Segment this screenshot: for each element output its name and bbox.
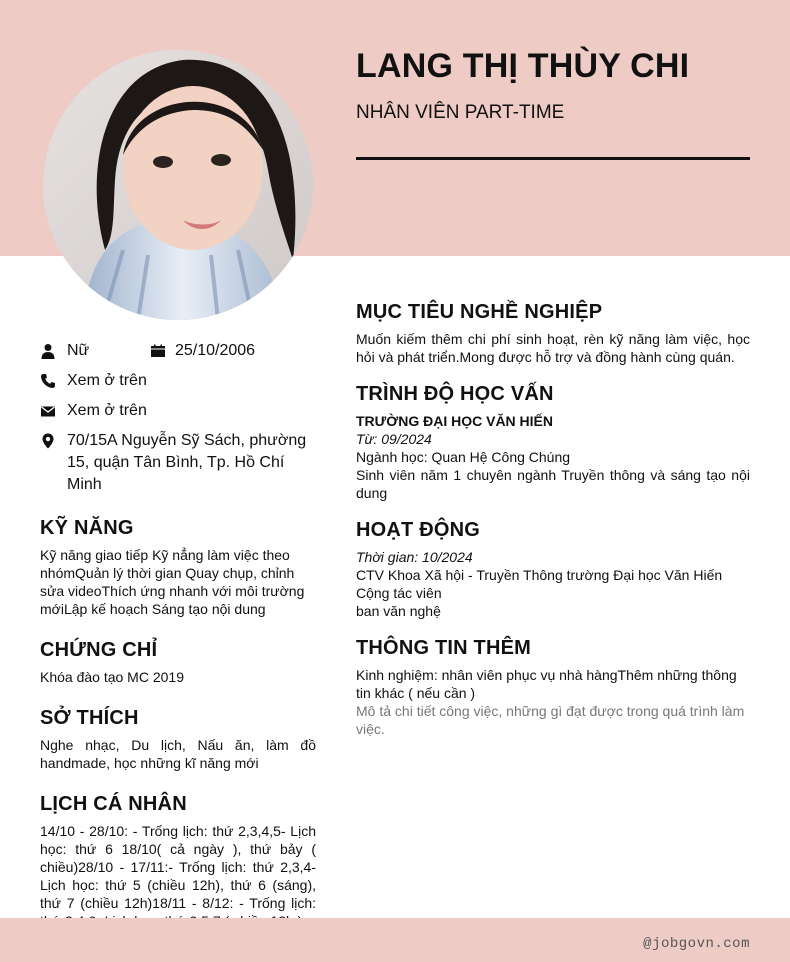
- hobbies-heading: SỞ THÍCH: [40, 707, 139, 729]
- objective-section: [356, 300, 750, 366]
- activities-section: [356, 518, 750, 620]
- education-desc: Sinh viên năm 1 chuyên ngành Truyền thông và sáng tạo nội dung: [356, 467, 750, 501]
- objective-text: Muốn kiếm thêm chi phí sinh hoạt, rèn kỹ năng làm việc, học hỏi và phát triển.Mong được hỗ trợ và đồng hành cùng quán.: [356, 331, 750, 365]
- contact-phone-row: [40, 370, 316, 392]
- contact-dob: [150, 340, 255, 362]
- additional-text: Kinh nghiệm: nhân viên phục vụ nhà hàngThêm những thông tin khác ( nếu cần ): [356, 667, 737, 701]
- gender-value: Nữ: [67, 342, 90, 359]
- profile-photo-illustration: [43, 50, 313, 320]
- email-value: Xem ở trên: [67, 402, 147, 419]
- calendar-icon: [150, 343, 166, 359]
- footer-band: [0, 918, 790, 962]
- activities-position: Cộng tác viên: [356, 585, 442, 601]
- certificates-text: Khóa đào tạo MC 2019: [40, 669, 184, 685]
- left-column: [40, 340, 316, 930]
- phone-icon: [40, 373, 56, 389]
- education-major: Ngành học: Quan Hệ Công Chúng: [356, 449, 571, 465]
- phone-value: Xem ở trên: [67, 372, 147, 389]
- hobbies-text: Nghe nhạc, Du lịch, Nấu ăn, làm đồ handmade, học những kĩ năng mới: [40, 737, 316, 771]
- education-from: Từ: 09/2024: [356, 431, 432, 447]
- dob-value: 25/10/2006: [175, 342, 256, 359]
- location-pin-icon: [40, 433, 56, 449]
- skills-heading: KỸ NĂNG: [40, 517, 134, 539]
- mail-icon: [40, 403, 56, 419]
- candidate-name: LANG THỊ THÙY CHI: [356, 47, 690, 85]
- schedule-text: 14/10 - 28/10: - Trống lịch: thứ 2,3,4,5- Lịch học: thứ 6 18/10( cả ngày ), thứ bảy ( chiều)28/10 - 17/11:- Trống lịch: thứ 2,3,4- Lịch học: thứ 5 (chiều 12h), thứ 6 (sáng), thứ 7 (chiều 12h)18/11 - 8/12: - Trống lịch:: [40, 823, 316, 911]
- profile-photo: [43, 50, 313, 320]
- activities-group: ban văn nghệ: [356, 603, 441, 619]
- footer-brand: @jobgovn.com: [643, 936, 750, 952]
- objective-heading: MỤC TIÊU NGHỀ NGHIỆP: [356, 301, 603, 323]
- activities-heading: HOẠT ĐỘNG: [356, 519, 481, 541]
- skills-text: Kỹ năng giao tiếp Kỹ nẳng làm việc theo nhómQuản lý thời gian Quay chụp, chỉnh sửa videoThích ứng nhanh với môi trường mớiLập kế hoạch Sáng tạo nội dung: [40, 547, 305, 617]
- certificates-heading: CHỨNG CHỈ: [40, 639, 158, 661]
- schedule-heading: LỊCH CÁ NHÂN: [40, 793, 187, 815]
- right-column: [356, 300, 750, 754]
- activities-org: CTV Khoa Xã hội - Truyền Thông trường Đại học Văn Hiến: [356, 567, 723, 583]
- education-heading: TRÌNH ĐỘ HỌC VẤN: [356, 383, 554, 405]
- additional-hint: Mô tả chi tiết công việc, những gì đạt được trong quá trình làm việc.: [356, 703, 745, 737]
- contact-email-row: [40, 400, 316, 422]
- contact-address-row: [40, 430, 316, 496]
- candidate-role: NHÂN VIÊN PART-TIME: [356, 102, 565, 123]
- address-value: 70/15A Nguyễn Sỹ Sách, phường 15, quận Tân Bình, Tp. Hồ Chí Minh: [67, 432, 307, 493]
- contact-gender-row: [40, 340, 316, 362]
- person-icon: [40, 343, 56, 359]
- header-divider: [356, 157, 750, 160]
- additional-section: [356, 636, 750, 738]
- education-school: TRƯỜNG ĐẠI HỌC VĂN HIẾN: [356, 413, 554, 429]
- activities-time: Thời gian: 10/2024: [356, 549, 473, 565]
- education-section: [356, 382, 750, 502]
- additional-heading: THÔNG TIN THÊM: [356, 637, 532, 659]
